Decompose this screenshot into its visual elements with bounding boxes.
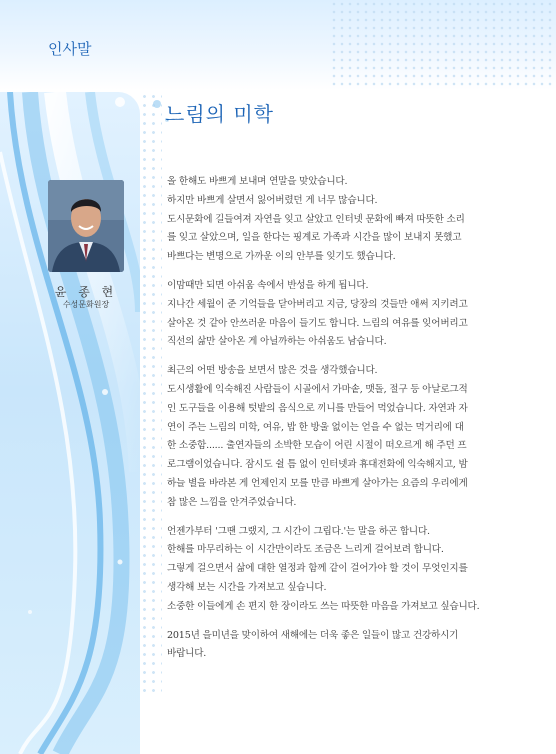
text-line: 이맘때만 되면 아쉬움 속에서 반성을 하게 됩니다. bbox=[167, 279, 369, 291]
paragraph bbox=[167, 627, 517, 665]
text-line: 인 도구들을 이용해 텃밭의 음식으로 끼니를 만들어 먹었습니다. 자연과 자 bbox=[167, 402, 468, 414]
paragraph bbox=[167, 362, 517, 512]
text-line: 최근의 어떤 방송을 보면서 많은 것을 생각했습니다. bbox=[167, 365, 378, 377]
author-title: 수성문화원장 bbox=[62, 300, 110, 309]
greeting-body bbox=[167, 173, 517, 664]
section-label: 인사말 bbox=[48, 40, 92, 58]
text-line: 바랍니다. bbox=[167, 648, 207, 660]
text-line: 로그램이었습니다. 잠시도 쉴 틈 없이 인터넷과 휴대전화에 익숙해지고, 밤 bbox=[167, 459, 468, 471]
text-line: 한해를 마무리하는 이 시간만이라도 조금은 느리게 걸어보려 합니다. bbox=[167, 544, 444, 556]
paragraph bbox=[167, 173, 517, 267]
text-line: 직선의 삶만 살아온 게 아닐까하는 아쉬움도 남습니다. bbox=[167, 336, 387, 348]
text-line: 하지만 바쁘게 살면서 잃어버렸던 게 너무 많습니다. bbox=[167, 194, 378, 206]
paragraph bbox=[167, 277, 517, 352]
text-line: 하늘 별을 바라본 게 언제인지 모를 만큼 바쁘게 살아가는 요즘의 우리에게 bbox=[167, 477, 468, 489]
author-name: 윤 종 현 bbox=[54, 285, 118, 299]
text-line: 올 한해도 바쁘게 보내며 연말을 맞았습니다. bbox=[167, 176, 348, 187]
text-line: 도시문화에 길들여져 자연을 잊고 살았고 인터넷 문화에 빠져 따뜻한 소리 bbox=[167, 213, 465, 225]
text-line: 한 소중함...... 출연자들의 소박한 모습이 어린 시절이 떠오르게 해 주던 프 bbox=[167, 440, 467, 452]
text-line: 살아온 것 같아 안쓰러운 마음이 들기도 합니다. 느림의 여유를 잊어버리고 bbox=[167, 317, 468, 329]
text-line: 연이 주는 느림의 미학, 여유, 밥 한 방울 없이는 얻을 수 없는 먹거리에 대 bbox=[167, 421, 464, 433]
text-line: 2015년 을미년을 맞이하여 새해에는 더욱 좋은 일들이 많고 건강하시기 bbox=[167, 629, 459, 641]
text-line: 소중한 이들에게 손 편지 한 장이라도 쓰는 따뜻한 마음을 가져보고 싶습니다. bbox=[167, 600, 480, 612]
paragraph bbox=[167, 523, 517, 617]
page-title: 느림의 미학 bbox=[165, 102, 274, 126]
text-line: 를 잊고 살았으며, 일을 한다는 핑계로 가족과 시간을 많이 보내지 못했고 bbox=[167, 232, 462, 244]
text-line: 도시생활에 익숙해진 사람들이 시골에서 가마솥, 맷돌, 절구 등 아날로그적 bbox=[167, 383, 468, 395]
text-line: 지나간 세월이 준 기억들을 닫아버리고 지금, 당장의 것들만 애써 지키려고 bbox=[167, 298, 468, 310]
text-line: 생각해 보는 시간을 가져보고 싶습니다. bbox=[167, 581, 327, 593]
author-photo bbox=[48, 180, 124, 272]
text-line: 참 많은 느낌을 안겨주었습니다. bbox=[167, 496, 297, 508]
text-line: 그렇게 걸으면서 삶에 대한 열정과 함께 같이 걸어가야 할 것이 무엇인지를 bbox=[167, 563, 468, 575]
text-line: 바쁘다는 변명으로 가까운 이의 안부를 잊기도 했습니다. bbox=[167, 251, 396, 263]
text-line: 언젠가부터 '그땐 그랬지, 그 시간이 그립다.'는 말을 하곤 합니다. bbox=[167, 525, 430, 537]
dot-strip bbox=[140, 92, 162, 692]
header-dot-pattern bbox=[330, 0, 556, 90]
